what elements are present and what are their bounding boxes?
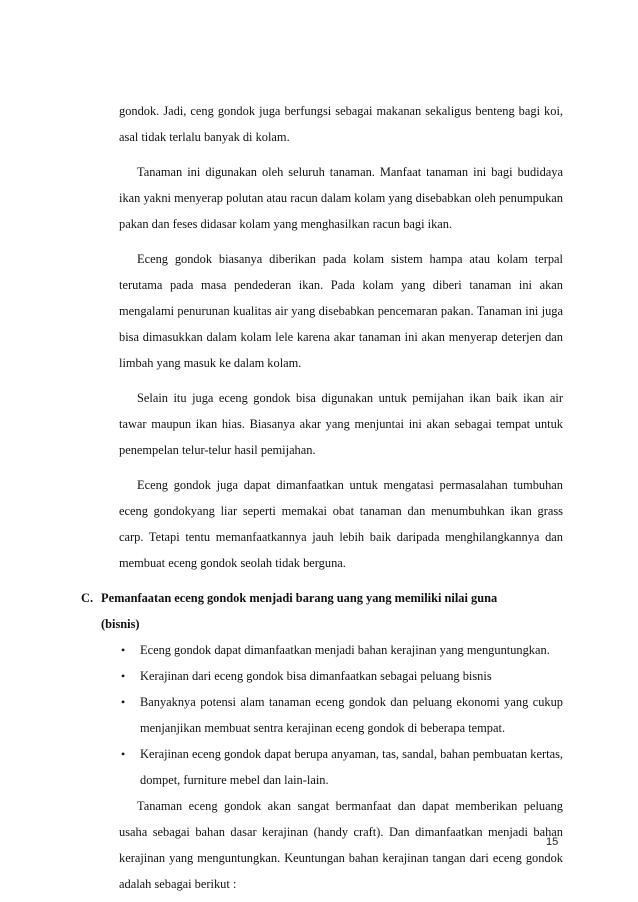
page-content — [81, 98, 563, 897]
list-item — [119, 741, 563, 793]
paragraph-1: gondok. Jadi, ceng gondok juga berfungsi sebagai makanan sekaligus benteng bagi koi, asal tidak terlalu banyak di kolam. — [119, 104, 563, 144]
list-item — [119, 663, 563, 689]
bullet-icon: • — [121, 747, 126, 761]
list-item-text: Kerajinan eceng gondok dapat berupa anyaman, tas, sandal, bahan pembuatan kertas, dompet, furniture mebel dan lain-lain. — [140, 747, 563, 787]
section-title — [101, 585, 563, 637]
bullet-icon: • — [121, 643, 126, 657]
paragraph-2: Tanaman ini digunakan oleh seluruh tanaman. Manfaat tanaman ini bagi budidaya ikan yakni menyerap polutan atau racun dalam kolam yang disebabkan oleh penumpukan pakan dan feses didasar kolam yang menghasilkan racun bagi ikan. — [119, 165, 563, 231]
list-item-text: Banyaknya potensi alam tanaman eceng gondok dan peluang ekonomi yang cukup menjanjikan membuat sentra kerajinan eceng gondok di beberapa tempat. — [140, 695, 563, 735]
section-heading — [81, 585, 563, 637]
bullet-list — [81, 637, 563, 793]
paragraph-4: Selain itu juga eceng gondok bisa digunakan untuk pemijahan ikan baik ikan air tawar maupun ikan hias. Biasanya akar yang menjuntai ini akan sebagai tempat untuk penempelan telur-telur hasil pemijahan. — [119, 391, 563, 457]
bullet-icon: • — [121, 695, 126, 709]
page-number: 15 — [546, 836, 559, 848]
paragraph-3: Eceng gondok biasanya diberikan pada kolam sistem hampa atau kolam terpal terutama pada masa pendederan ikan. Pada kolam yang diberi tanaman ini akan mengalami penurunan kualitas air yang disebabkan pencemaran pakan. Tanaman ini juga bisa dimasukkan dalam kolam lele karena akar tanaman ini akan menyerap deterjen dan limbah yang masuk ke dalam kolam. — [119, 252, 563, 370]
closing-paragraph: Tanaman eceng gondok akan sangat bermanfaat dan dapat memberikan peluang usaha sebagai bahan dasar kerajinan (handy craft). Dan dimanfaatkan menjadi bahan kerajinan yang menguntungkan. Keuntungan bahan kerajinan tangan dari eceng gondok adalah sebagai berikut : — [119, 799, 563, 891]
list-item — [119, 689, 563, 741]
section-title-line1: Pemanfaatan eceng gondok menjadi barang uang yang memiliki nilai guna — [101, 591, 498, 605]
bullet-icon: • — [121, 669, 126, 683]
section-title-line2: (bisnis) — [101, 617, 140, 631]
list-item — [119, 637, 563, 663]
list-item-text: Eceng gondok dapat dimanfaatkan menjadi bahan kerajinan yang menguntungkan. — [140, 643, 550, 657]
section-letter: C. — [81, 591, 94, 605]
list-item-text: Kerajinan dari eceng gondok bisa dimanfaatkan sebagai peluang bisnis — [140, 669, 492, 683]
paragraph-5: Eceng gondok juga dapat dimanfaatkan untuk mengatasi permasalahan tumbuhan eceng gondokyang liar seperti memakai obat tanaman dan menumbuhkan ikan grass carp. Tetapi tentu memanfaatkannya jauh lebih baik daripada menghilangkannya dan membuat eceng gondok seolah tidak berguna. — [119, 478, 563, 570]
